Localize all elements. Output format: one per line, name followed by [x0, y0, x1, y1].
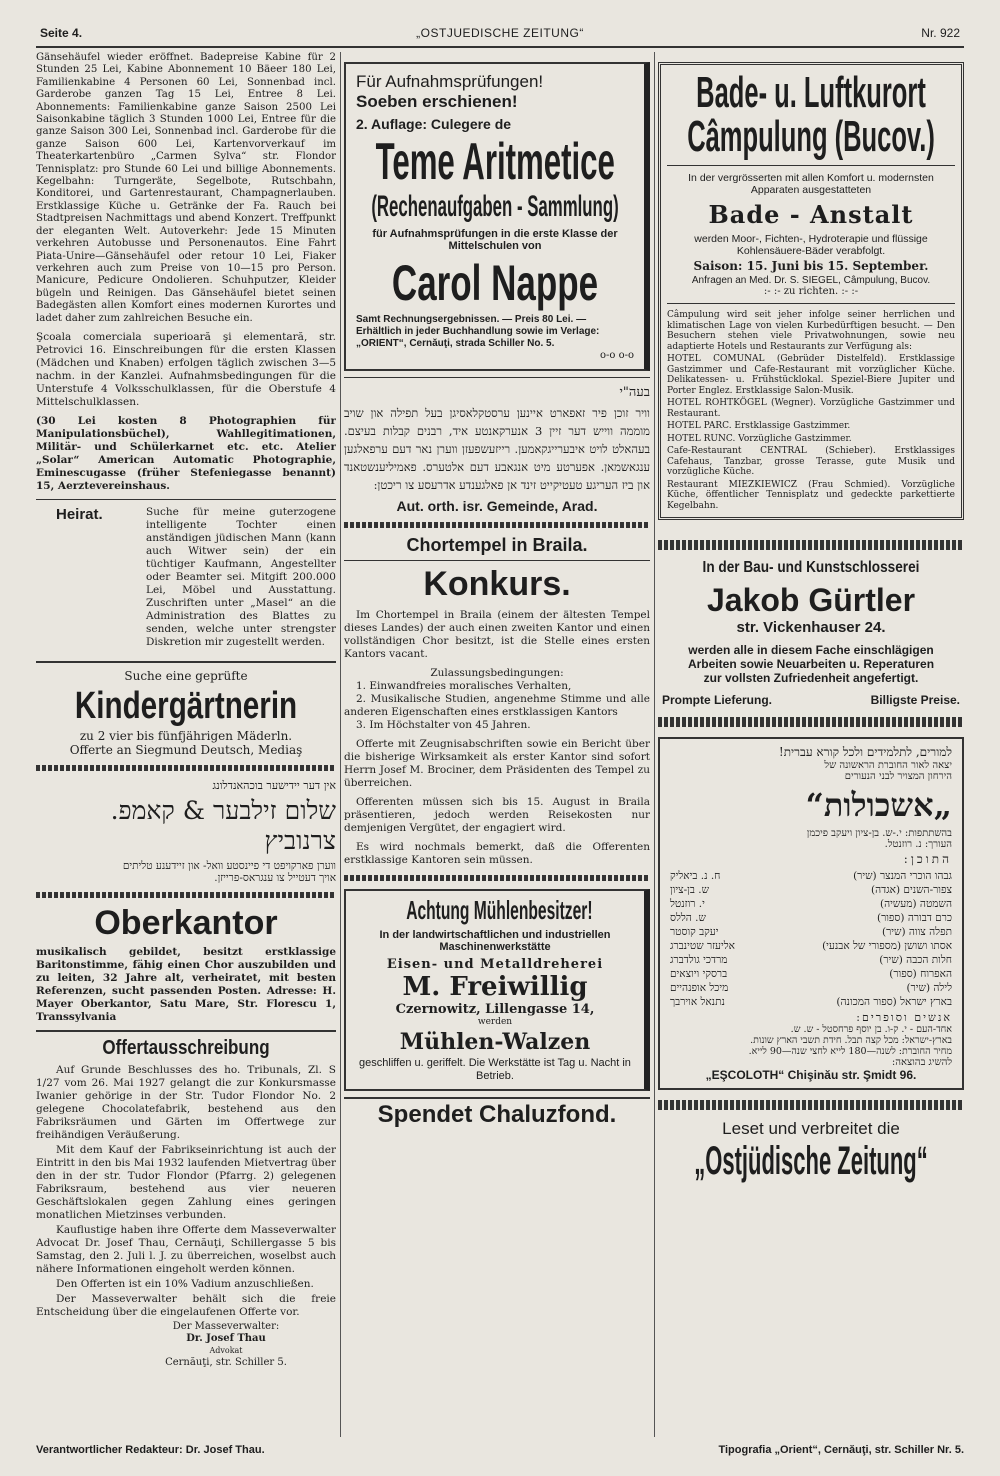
contents-title: בארץ ישראל (ספור המכונה)	[836, 996, 952, 1008]
nappe-line4: für Aufnahmsprüfungen in die erste Klasse der Mittelschulen von	[372, 228, 618, 252]
oberkantor-title: Oberkantor	[94, 903, 278, 942]
contents-title: האפרוח (ספור)	[889, 968, 952, 980]
contents-item	[670, 995, 952, 1009]
escoloth-address: „EŞCOLOTH“ Chişinău str. Şmidt 96.	[705, 1068, 917, 1082]
contents-title: חלות הכבה (שיר)	[879, 954, 952, 966]
nappe-title: Teme Aritmetice	[375, 133, 615, 191]
kg-line1: Suche eine geprüfte	[124, 668, 248, 683]
heirat-ad	[36, 506, 336, 655]
contents-item	[670, 953, 952, 967]
campulung-line1: In der vergrösserten mit allen Komfort u. modernsten Apparaten ausgestatteten	[688, 172, 934, 196]
separator	[658, 540, 964, 550]
contents-author: מיכל אופנהיים	[670, 982, 729, 994]
contents-author: ח. נ. ביאליק	[670, 870, 721, 882]
newspaper-title: „OSTJUEDISCHE ZEITUNG“	[416, 26, 584, 40]
contents-item	[670, 939, 952, 953]
silber-ad	[36, 779, 336, 884]
contents-item	[670, 967, 952, 981]
campulung-ad	[658, 62, 964, 520]
offert-p4: Den Offerten ist ein 10% Vadium anzuschließen.	[56, 1277, 314, 1290]
kindergarten-ad	[36, 669, 336, 757]
cafe-central: Cafe-Restaurant CENTRAL (Schieber). Erstklassiges Cafehaus, Tanzbar, grosse Terasse, gute Musik und vorzügliche Küche.	[667, 446, 955, 477]
arad-signature: Aut. orth. isr. Gemeinde, Arad.	[396, 498, 598, 514]
kg-line3: Offerte an Siegmund Deutsch, Mediaş	[69, 742, 303, 757]
nappe-line1: Für Aufnahmsprüfungen!	[356, 72, 544, 91]
escoloth-ad	[658, 737, 964, 1090]
braila-line1: Chortempel in Braila.	[406, 535, 588, 555]
contents-author: י. רוזנטל	[670, 898, 705, 910]
guertler-delivery: Prompte Lieferung.	[662, 693, 773, 707]
braila-p4: 2. Musikalische Studien, angenehme Stimme und alle anderen Eigenschaften eines erstklassigen Kantors	[344, 693, 650, 718]
braila-p7: Offerenten müssen sich bis 15. August in Braila präsentieren, jedoch werden Reisekosten nur demjenigen Vergütet, der engagiert wird.	[344, 796, 650, 834]
heirat-text: Suche für meine guterzogene intelligente Tochter einen anständigen jüdischen Mann (kann auch Witwer sein) der ein tüchtiger Kaufmann, Angestellter oder Beamter sei. Mitgift 200.000 Lei, Möbel und Ausstattung. Zuschriften unter „Masel“ an die Administration des Blattes zu senden, welche unter strengster Diskretion mir zugestellt werden.	[146, 505, 336, 648]
braila-p6: Offerte mit Zeugnisabschriften sowie ein Bericht über die bisherige Wirksamkeit als erster Kantor sind sofort Herrn Josef M. Brociner, dem Präsidenten des Tempel zu überreichen.	[344, 738, 650, 789]
silber-name: שלום זילבער & קאמפ. צרנוביץ	[110, 795, 336, 855]
guertler-footer	[658, 693, 964, 707]
guertler-line3: werden alle in diesem Fache einschlägigen Arbeiten sowie Neuarbeiten u. Reperaturen zur vollsten Zufriedenheit angefertigt.	[687, 643, 935, 685]
column-middle	[344, 52, 650, 1127]
campulung-title2: Câmpulung (Bucov.)	[687, 112, 935, 161]
braila-p3: 1. Einwandfreies moralisches Verhalten,	[356, 680, 572, 692]
nappe-author: Carol Nappe	[391, 255, 599, 311]
freiwillig-line2: Eisen- und Metalldreherei	[386, 957, 604, 972]
contents-title: צפור-השנים (אגדה)	[871, 884, 952, 896]
braila-p5: 3. Im Höchstalter von 45 Jahren.	[356, 719, 531, 731]
escoloth-line9: בארץ-ישראל: מכל קצה תבל. חידת תשבי הארץ שונות.	[750, 1035, 952, 1046]
nappe-line3: 2. Auflage: Culegere de	[356, 116, 512, 132]
escoloth-contents	[670, 869, 952, 1009]
freiwillig-line5: geschliffen u. geriffelt. Die Werkstätte ist Tag u. Nacht in Betrieb.	[359, 1057, 631, 1082]
offert-title: Offertausschreibung	[102, 1036, 270, 1059]
issue-number: Nr. 922	[921, 26, 960, 40]
escoloth-line1: למורים, לתלמידים ולכל קורא עברית!	[778, 745, 952, 759]
campulung-bath: Bade - Anstalt	[708, 200, 914, 229]
contents-title: כרם דבורה (ספור)	[876, 912, 952, 924]
contents-author: יעקב קוסטר	[670, 926, 719, 938]
freiwillig-product: Mühlen-Walzen	[399, 1029, 591, 1055]
contents-title: גבהו הוכרי המנצר (שיר)	[853, 870, 952, 882]
school-article: Şcoala comerciala superioară şi elementară, str. Petrovici 16. Einschreibungen für die ersten Klassen (Mädchen und Knaben) erfolgen täglich zwischen 3—5 nachm. in der Kanzlei. Aufnahmsbedingungen für die Unterstufe 4 Volksschulklassen, für die Oberstufe 4 Mittelschulklassen.	[36, 330, 336, 408]
campulung-line5: :- :- zu richten. :- :-	[763, 286, 859, 297]
sig-name: Dr. Josef Thau	[186, 1332, 266, 1344]
baths-article: Gänsehäufel wieder eröffnet. Badepreise Kabine für 2 Stunden 25 Lei, Kabine Abonnement 10 Bäeer 180 Lei, Familienkabine 4 Personen 60 Lei, Sonnenbad incl. Garderobe ganzen Tag 15 Lei, Entree 8 Lei. Abonnements: Familienkabine ganze Saison 2500 Lei Saisonkabine täglich 3 Stunden 1000 Lei, Entree für die ganze Saison 300 Lei, Sonnenbad incl. Garderobe für die ganze Saison 600 Lei, Kartenvorverkauf im Theaterkartenbüro „Carmen Sylva“ str. Flondor Tennisplatz: pro Stunde 60 Lei und billige Abonnements. Kegelbahn: Turngeräte, Segelbote, Rutschbahn, Konditorei, und Gartenrestaurant, Champagnerlauben. Erstklassige Küche u. Getränke der Fa. Rauch bei Stadtpreisen Nachmittags und abend Konzert. Treffpunkt der eleganten Welt. Autoverkehr: Jede 15 Minuten verkehren Autobusse und Personenautos. Eine Fahrt Piata-Unire—Gänsehäufel oder retour 10 Lei, Fiaker verkehren auch zum Preise von 10—15 pro Person. Manicure, Pedicure Ondolieren. Schuhputzer, Kleider bügeln und Reinigen. Das Gänsehäufel bietet seinen Badegästen allen Komfort eines modernen Kurortes und ladet daher zum zahlreichen Besuche ein.	[36, 52, 336, 324]
braila-ad	[344, 536, 650, 867]
footer-printer: Tipografia „Orient“, Cernăuţi, str. Schiller Nr. 5.	[718, 1444, 964, 1456]
nappe-line2: Soeben erschienen!	[356, 92, 518, 111]
nappe-subtitle: (Rechenaufgaben - Sammlung)	[371, 190, 619, 223]
contents-title: השמטה (מעשיה)	[879, 898, 952, 910]
offert-p1: Auf Grunde Beschlusses des ho. Tribunals, Zl. S 1/27 vom 26. Mai 1927 gelangt die zur Konkursmasse Iwanier gehörige in der Str. Tudor Flondor No. 2 gelegene Chocolatefabrik, bestehend aus den Fabriksräumen und Gärten im Offertwege zur freihändigen Veräußerung.	[36, 1063, 336, 1141]
contents-author: אליעזר שטינברג	[670, 940, 735, 952]
contents-title: תפלה צווה (שיר)	[882, 926, 952, 938]
restaurant-miezkiewicz: Restaurant MIEZKIEWICZ (Frau Schmied). Vorzügliche Küche, öffentlicher Tennisplatz und gedeckte parkettierte Kegelbahn.	[667, 479, 955, 511]
kg-title: Kindergärtnerin	[74, 684, 298, 727]
sig-address: Cernăuţi, str. Schiller 5.	[165, 1356, 287, 1368]
oz-ad	[658, 1120, 964, 1181]
braila-p2: Zulassungsbedingungen:	[430, 667, 564, 679]
guertler-address: str. Vickenhauser 24.	[736, 619, 886, 636]
escoloth-line2: יצאה לאור החוברת הראשונה של	[824, 760, 952, 771]
contents-item	[670, 981, 952, 995]
contents-author: ברסקי ויוצאים	[670, 968, 728, 980]
freiwillig-ad	[344, 889, 650, 1091]
hotel-parc: HOTEL PARC. Erstklassige Gastzimmer.	[667, 421, 851, 431]
column-right	[658, 52, 964, 1185]
divider	[667, 165, 955, 166]
campulung-line4: Anfragen an Med. Dr. S. SIEGEL, Câmpulung, Bucov.	[691, 275, 931, 286]
hotel-rohtkogel: HOTEL ROHTKÖGEL (Wegner). Vorzügliche Gastzimmer und Restaurant.	[667, 398, 955, 419]
divider	[36, 1030, 336, 1032]
divider	[344, 560, 650, 561]
escoloth-line8: אחד-העם - י. ק-ו. בן יוסף פרחסטל - ש. ש.	[790, 1024, 952, 1035]
photo-article: (30 Lei kosten 8 Photographien für Manipulationsbüchel), Wahllegitimationen, Militär- und Schülerkarnet etc. etc. Atelier „Solar“ American Automatic Photographie, Eminescugasse (früher Stefeniegasse benannt) 15, Aerztevereinshaus.	[36, 414, 336, 492]
header-rule	[36, 46, 964, 48]
arad-bsd: בעה"י	[619, 385, 650, 400]
escoloth-contents-label: התוכן:	[903, 852, 952, 866]
escoloth-line7: אנשים וסופרים:	[856, 1011, 952, 1024]
escoloth-line4: בהשתתפות: י.-ש. בן-ציון ויעקב פיכמן	[806, 828, 952, 839]
nappe-line6: o-o o-o	[599, 350, 634, 361]
campulung-season: Saison: 15. Juni bis 15. September.	[693, 259, 929, 273]
contents-item	[670, 911, 952, 925]
braila-p1: Im Chortempel in Braila (einem der ältesten Tempel dieses Landes) der auch einen zweiten Kantor und einen vollständigen Chor besitzt, ist die Stelle eines ersten Kantors vacant.	[344, 609, 650, 660]
campulung-line2: werden Moor-, Fichten-, Hydroterapie und flüssige Kohlensäuere-Bäder verabfolgt.	[694, 233, 928, 257]
arad-text: וויר זוכן פיר זאפארט איינען ערסטקלאסיגן בעל תפילה און שויב מוממה ווייש דער זיין 3 אנערקאנטע איד, רבנים קבלות בעיצם. בעהאלט לויט איבערייגקאמען. רייזעשפעזן ווערן נאר דעם ערפאלגען ענגאשמאן. אפערטע מיט אנגאבע דעם אלטערס. פאמיליענשטאנד און ביז העריגע טעטיקייט זינד אן פאלגענדע אדרעסע צו ריכטן:	[344, 406, 650, 492]
contents-author: ש. בן-ציון	[670, 884, 710, 896]
escoloth-line11: להשיג בהוצאה:	[891, 1057, 952, 1068]
separator	[344, 522, 650, 528]
page-header	[40, 26, 960, 46]
campulung-p1: Câmpulung wird seit jeher infolge seiner herrlichen und klimatischen Lage von vielen Kurbedürftigen besucht. — Den Besuchern stehen viele Privatwohnungen, sowie neu adaptierte Hotels und Restaurants zur Verfügung als:	[667, 310, 955, 352]
spendet-banner: Spendet Chaluzfond.	[344, 1097, 650, 1127]
offert-p3: Kauflustige haben ihre Offerte dem Masseverwalter Advocat Dr. Josef Thau, Cernăuţi, Schillergasse 5 bis Samstag, den 2. Juli l. J. zu überreichen, woselbst auch nähere Informationen eingeholt werden können.	[36, 1223, 336, 1275]
column-divider	[654, 52, 655, 1437]
footer-editor: Verantwortlicher Redakteur: Dr. Josef Thau.	[36, 1444, 265, 1456]
hotel-runc: HOTEL RUNC. Vorzügliche Gastzimmer.	[667, 433, 852, 444]
divider	[344, 377, 650, 378]
offert-p2: Mit dem Kauf der Fabrikseinrichtung ist auch der Eintritt in den bis Mai 1932 laufenden Mietvertrag über den in der str. Tudor Flondor (Pfarrg. 2) gelegenen Fabriksraum, bestehend aus vier neueren Geschäftslokalen gegen Zahlung eines geringen monatlichen Mietzinses verbunden.	[36, 1143, 336, 1221]
sig-title: Advokat	[209, 1345, 243, 1355]
oz-title: „Ostjüdische Zeitung“	[694, 1139, 928, 1183]
sig-role: Der Masseverwalter:	[172, 1320, 280, 1332]
kg-line2: zu 2 vier bis fünfjährigen Mäderln.	[79, 728, 293, 743]
contents-author: מרדכי גולדברג	[670, 954, 728, 966]
freiwillig-name: M. Freiwillig	[402, 972, 588, 1002]
contents-item	[670, 897, 952, 911]
guertler-line1: In der Bau- und Kunstschlosserei	[702, 559, 920, 576]
nappe-ad	[344, 62, 650, 371]
silber-line3: אויך דעטייל צו ענגראס-פרייזן.	[214, 871, 336, 884]
escoloth-line5: העורך: נ. רוזנטל.	[884, 839, 952, 850]
separator	[658, 1100, 964, 1110]
offert-p5: Der Masseverwalter behält sich die freie Entscheidung über die eingelaufenen Offerte vor.	[36, 1292, 336, 1318]
contents-title: לילה (שיר)	[906, 982, 952, 994]
contents-item	[670, 869, 952, 883]
freiwillig-line1: In der landwirtschaftlichen und industriellen Maschinenwerkstätte	[379, 929, 611, 953]
oberkantor-text: musikalisch gebildet, besitzt erstklassige Baritonstimme, fähig einen Chor auszubilden und zu leiten, 32 Jahre alt, verheiratet, mit besten Referenzen, sucht passenden Posten. Adresse: H. Mayer Oberkantor, Satu Mare, Str. Florescu 1, Transsylvania	[36, 945, 336, 1023]
oz-line1: Leset und verbreitet die	[722, 1119, 900, 1138]
divider	[667, 303, 955, 304]
silber-line1: אין דער יידישער בוכהאנדלונג	[212, 778, 336, 792]
silber-line2: ווערן פארקויפט די פיינסטע וואל- און זיידענע טליתים	[122, 859, 336, 872]
escoloth-line3: הירחון המצויר לבני הנעורים	[844, 771, 952, 782]
heirat-title: Heirat.	[56, 505, 103, 523]
contents-author: נתנאל אוירבך	[670, 996, 725, 1008]
contents-author: ש. הללס	[670, 912, 706, 924]
separator	[36, 892, 336, 898]
contents-title: אסתו ושושן (מספורי של אבנעי)	[822, 940, 952, 952]
page-label: Seite 4.	[40, 26, 83, 40]
arad-ad	[344, 384, 650, 514]
escoloth-title: „אשכולות“	[805, 786, 952, 824]
escoloth-line10: מחיר החוברת: לשנה—180 לייא לחצי שנה—90 לייא.	[748, 1046, 952, 1057]
campulung-title1: Bade- u. Luftkurort	[696, 68, 926, 117]
guertler-ad	[658, 560, 964, 707]
column-divider	[340, 52, 341, 1437]
separator	[36, 765, 336, 771]
oberkantor-ad	[36, 903, 336, 1024]
contents-item	[670, 883, 952, 897]
hotel-comunal: HOTEL COMUNAL (Gebrüder Distelfeld). Erstklassige Gastzimmer und Cafe-Restaurant mit vorzüglicher Küche. Delikatessen- u. Frühstücklokal. Speziel-Biere Jupiter und Porter Englez. Erstklassige Salon-Musik.	[667, 354, 955, 396]
divider	[36, 499, 336, 500]
braila-title: Konkurs.	[423, 565, 571, 603]
guertler-prices: Billigste Preise.	[870, 693, 960, 707]
separator	[658, 717, 964, 727]
freiwillig-line4: werden	[477, 1017, 513, 1027]
guertler-name: Jakob Gürtler	[706, 582, 916, 618]
offert-ad	[36, 1038, 336, 1369]
nappe-line5: Samt Rechnungsergebnissen. — Preis 80 Lei. — Erhältlich in jeder Buchhandlung sowie im Verlage: „ORIENT“, Cernăuţi, strada Schiller No. 5.	[356, 314, 600, 349]
contents-item	[670, 925, 952, 939]
offert-signature	[36, 1321, 336, 1369]
braila-p8: Es wird nochmals bemerkt, daß die Offerenten erstklassige Kantoren sein müssen.	[344, 841, 650, 866]
column-left	[36, 52, 336, 1369]
freiwillig-line3: Czernowitz, Lillengasse 14,	[395, 1002, 595, 1017]
divider	[36, 661, 336, 663]
separator	[344, 875, 650, 881]
freiwillig-title: Achtung Mühlenbesitzer!	[406, 895, 593, 925]
